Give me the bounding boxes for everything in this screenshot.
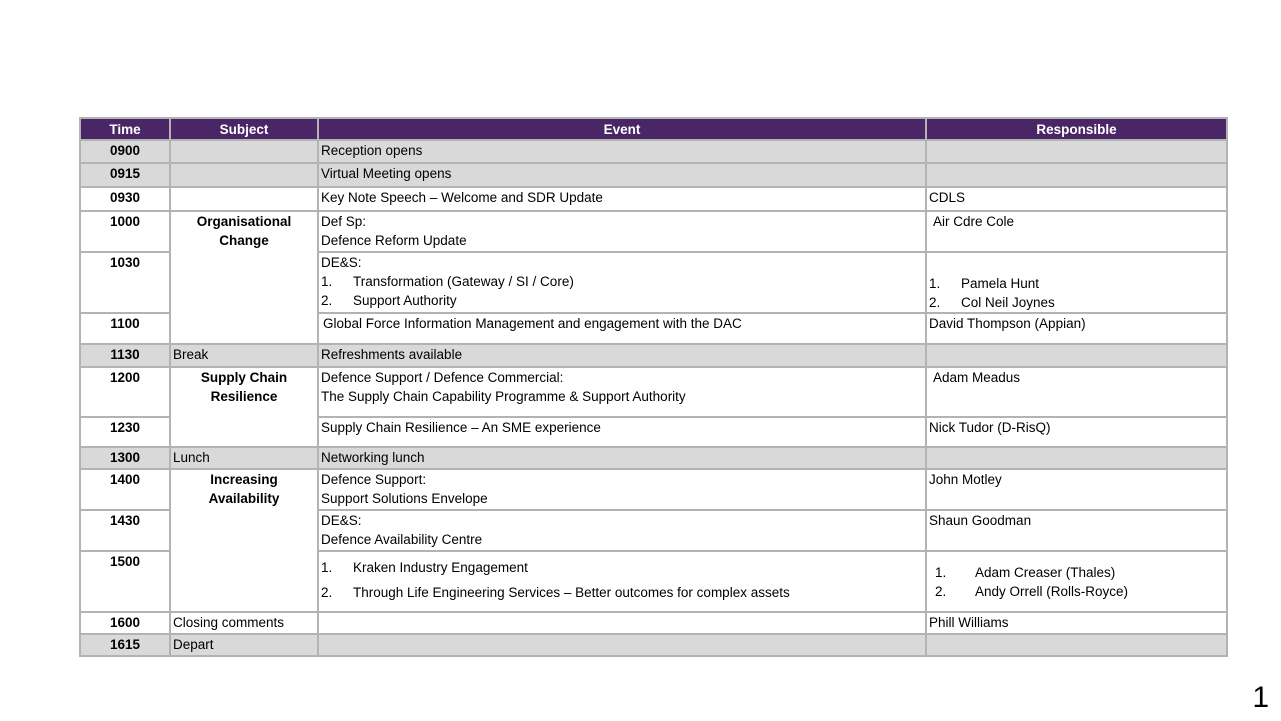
list-item [321,272,923,291]
time-cell: 1030 [80,252,170,313]
table-row [80,612,1227,634]
list-text: Kraken Industry Engagement [353,560,528,575]
list-number: 2. [929,295,941,310]
event-cell: Virtual Meeting opens [318,163,926,187]
table-row [80,140,1227,163]
event-line: DE&S: [321,513,362,528]
event-line: The Supply Chain Capability Programme & Support Authority [321,389,686,404]
responsible-cell: CDLS [926,187,1227,211]
subject-line: Organisational [196,214,292,229]
subject-cell: Closing comments [170,612,318,634]
event-line: Defence Support / Defence Commercial: [321,370,564,385]
list-item [935,563,1224,582]
time-cell: 1100 [80,313,170,344]
time-cell: 1300 [80,447,170,469]
subject-line: Resilience [210,389,278,404]
event-list [321,272,923,310]
list-number: 2. [935,583,947,599]
event-cell [318,211,926,252]
list-number: 1. [321,560,333,575]
list-number: 2. [321,585,333,600]
subject-line: Change [219,233,269,248]
list-item [321,583,923,602]
responsible-cell [926,252,1227,313]
responsible-cell [926,551,1227,612]
subject-group-increasing-availability [170,469,318,612]
responsible-cell: Nick Tudor (D-RisQ) [926,417,1227,447]
list-item [321,291,923,310]
agenda-table [79,117,1228,657]
event-cell [318,252,926,313]
page-number: 1 [1252,681,1269,714]
list-number: 1. [935,564,947,580]
subject-group-organisational-change [170,211,318,344]
event-line: Support Solutions Envelope [321,491,488,506]
header-time: Time [80,118,170,140]
event-cell: Refreshments available [318,344,926,367]
responsible-cell [926,163,1227,187]
responsible-cell [926,447,1227,469]
responsible-cell [926,634,1227,656]
time-cell: 1130 [80,344,170,367]
subject-cell [170,163,318,187]
event-cell [318,469,926,510]
table-row [80,367,1227,417]
event-cell [318,313,926,344]
list-text: Andy Orrell (Rolls-Royce) [975,583,1129,599]
time-cell: 1230 [80,417,170,447]
table-row [80,344,1227,367]
responsible-list [929,274,1224,312]
responsible-cell [926,140,1227,163]
subject-line: Supply Chain [200,370,288,385]
event-cell: Key Note Speech – Welcome and SDR Update [318,187,926,211]
list-number: 1. [929,276,941,291]
event-cell [318,551,926,612]
list-item [321,558,923,577]
responsible-cell [926,344,1227,367]
header-subject: Subject [170,118,318,140]
list-item [929,293,1224,312]
time-cell: 1615 [80,634,170,656]
header-event: Event [318,118,926,140]
event-line: Defence Support: [321,472,427,487]
subject-cell: Depart [170,634,318,656]
time-cell: 1500 [80,551,170,612]
table-row [80,163,1227,187]
list-text: Pamela Hunt [961,276,1040,291]
time-cell: 1430 [80,510,170,551]
event-heading: DE&S: [321,255,362,270]
time-cell: 0930 [80,187,170,211]
responsible-cell: David Thompson (Appian) [926,313,1227,344]
event-cell: Supply Chain Resilience – An SME experience [318,417,926,447]
event-cell [318,510,926,551]
time-cell: 0915 [80,163,170,187]
list-text: Transformation (Gateway / SI / Core) [353,274,574,289]
event-cell [318,367,926,417]
subject-cell [170,140,318,163]
time-cell: 1600 [80,612,170,634]
event-cell [318,612,926,634]
event-line: Def Sp: [321,214,367,229]
time-cell: 1400 [80,469,170,510]
responsible-name: Air Cdre Cole [933,214,1015,229]
subject-line: Increasing [210,472,278,487]
subject-cell: Lunch [170,447,318,469]
time-cell: 1200 [80,367,170,417]
list-text: Col Neil Joynes [961,295,1055,310]
table-row [80,469,1227,510]
event-cell: Reception opens [318,140,926,163]
list-text: Through Life Engineering Services – Better outcomes for complex assets [353,585,790,600]
event-list [321,552,923,602]
responsible-cell [926,367,1227,417]
responsible-cell: Shaun Goodman [926,510,1227,551]
list-item [929,274,1224,293]
header-row [80,118,1227,140]
list-number: 1. [321,274,333,289]
time-cell: 0900 [80,140,170,163]
subject-cell [170,187,318,211]
event-cell: Networking lunch [318,447,926,469]
responsible-cell [926,211,1227,252]
responsible-cell: Phill Williams [926,612,1227,634]
table-row [80,447,1227,469]
event-line: Defence Reform Update [321,233,467,248]
list-text: Support Authority [353,293,457,308]
list-item [935,582,1224,601]
header-responsible: Responsible [926,118,1227,140]
table-row [80,211,1227,252]
responsible-list [929,563,1224,601]
list-number: 2. [321,293,333,308]
time-cell: 1000 [80,211,170,252]
table-row [80,634,1227,656]
list-text: Adam Creaser (Thales) [975,564,1116,580]
event-line: Defence Availability Centre [321,532,483,547]
event-cell [318,634,926,656]
table-row [80,187,1227,211]
subject-line: Availability [208,491,280,506]
responsible-cell: John Motley [926,469,1227,510]
subject-group-supply-chain-resilience [170,367,318,447]
responsible-name: Adam Meadus [933,370,1021,385]
subject-cell: Break [170,344,318,367]
event-text: Global Force Information Management and engagement with the DAC [323,316,742,331]
